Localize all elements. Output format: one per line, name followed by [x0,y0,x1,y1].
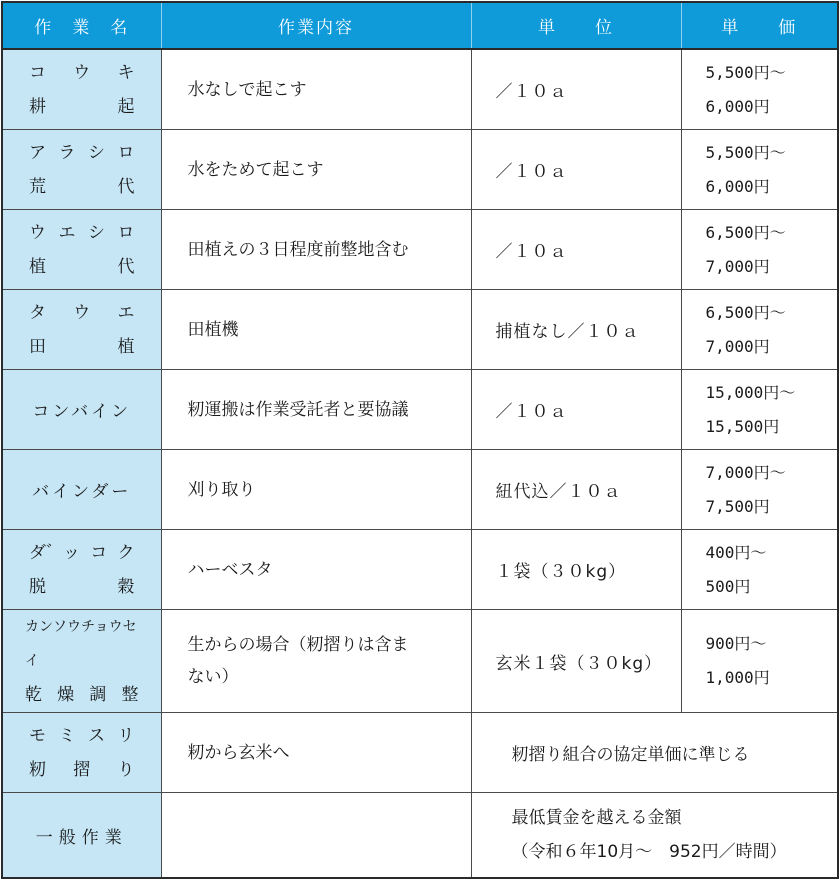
work-content-cell: 籾運搬は作業受託者と要協議 [161,370,471,450]
work-name-cell [2,130,161,210]
work-content-cell: 水なしで起こす [161,49,471,130]
work-name-label: 一般作業 [35,827,128,848]
unit-cell: 捕植なし／１０ａ [471,290,681,370]
work-name-cell [2,290,161,370]
price-cell: 900円～ 1,000円 [681,610,838,713]
unit-cell: ／１０ａ [471,210,681,290]
work-content-cell: 生からの場合（籾摺りは含ま ない） [161,610,471,713]
work-name-kana: ア ラ シ ロ [29,142,135,163]
unit-cell: ／１０ａ [471,370,681,450]
price-cell: 5,500円～ 6,000円 [681,130,838,210]
work-name-kana: タ ウ エ [29,302,135,323]
work-content-cell: 刈り取り [161,450,471,530]
work-name-label: バインダー [32,482,132,502]
header-price: 単 価 [681,2,838,49]
table-row [2,450,838,530]
work-name-kanji: 籾 摺 り [29,759,135,780]
unit-cell: １袋（３０kg） [471,530,681,610]
work-name-kanji: 植 代 [29,256,135,277]
work-name-cell [2,370,161,450]
work-name-kanji: 耕 起 [29,96,135,117]
unit-cell: 紐代込／１０ａ [471,450,681,530]
table-row [2,210,838,290]
work-name-cell [2,210,161,290]
price-cell: 15,000円～ 15,500円 [681,370,838,450]
unit-cell: ／１０ａ [471,130,681,210]
header-unit: 単 位 [471,2,681,49]
unit-cell: 玄米１袋（３０kg） [471,610,681,713]
table-row [2,49,838,130]
work-name-kanji: 荒 代 [29,176,135,197]
header-work-content: 作業内容 [161,2,471,49]
work-name-kanji: 脱 穀 [29,576,135,597]
price-cell: 6,500円～ 7,000円 [681,290,838,370]
work-content-cell: 田植えの３日程度前整地含む [161,210,471,290]
merged-price-cell: 籾摺り組合の協定単価に準じる [471,713,838,793]
work-name-kanji: 田 植 [29,336,135,357]
work-name-kanji: 乾 燥 調 整 [25,685,139,705]
work-content-cell [161,793,471,879]
price-cell: 7,000円～ 7,500円 [681,450,838,530]
work-content-cell: 籾から玄米へ [161,713,471,793]
work-name-kana: モ ミ ス リ [29,725,135,746]
header-work-name: 作 業 名 [2,2,161,49]
price-cell: 6,500円～ 7,000円 [681,210,838,290]
unit-cell: ／１０ａ [471,49,681,130]
work-name-kana: ダ゛ッ コ ク [29,542,135,563]
price-cell: 5,500円～ 6,000円 [681,49,838,130]
work-name-label: コンバイン [32,402,132,422]
table-row [2,610,838,713]
table-row [2,130,838,210]
header-row [2,2,838,49]
table-row [2,530,838,610]
work-content-cell: ハーベスタ [161,530,471,610]
work-name-cell [2,793,161,879]
table-row [2,713,838,793]
work-name-cell [2,713,161,793]
table-row [2,290,838,370]
work-name-cell [2,450,161,530]
rate-table [1,1,839,879]
work-name-cell [2,610,161,713]
work-name-kana: カンソウチョウセイ [25,619,137,669]
work-name-kana: コ ウ キ [29,62,135,83]
work-name-cell [2,530,161,610]
work-name-cell [2,49,161,130]
merged-price-cell: 最低賃金を越える金額 （令和６年10月～ 952円／時間） [471,793,838,879]
price-cell: 400円～ 500円 [681,530,838,610]
table-row [2,370,838,450]
work-name-kana: ウ エ シ ロ [29,222,135,243]
work-content-cell: 田植機 [161,290,471,370]
table-row [2,793,838,879]
work-content-cell: 水をためて起こす [161,130,471,210]
